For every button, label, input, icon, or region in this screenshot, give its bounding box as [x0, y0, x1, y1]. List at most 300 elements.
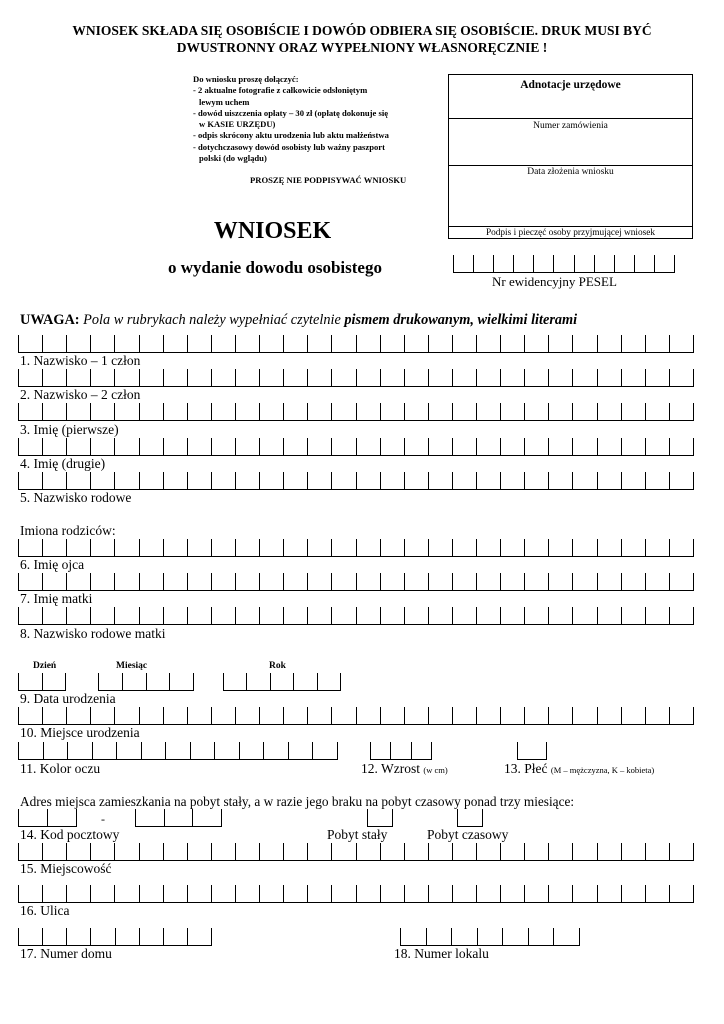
- box-divider: [163, 472, 164, 489]
- box-divider: [66, 539, 67, 556]
- notice-prefix: UWAGA:: [20, 312, 80, 328]
- box-divider: [90, 707, 91, 724]
- pesel-boxes[interactable]: [453, 256, 675, 273]
- box-divider: [18, 809, 19, 826]
- box-divider: [693, 369, 694, 386]
- box-divider: [452, 438, 453, 455]
- box-divider: [190, 742, 191, 759]
- box-divider: [42, 843, 43, 860]
- box-divider: [18, 607, 19, 624]
- box-divider: [476, 539, 477, 556]
- box-divider: [428, 885, 429, 902]
- field-label: 9. Data urodzenia: [20, 691, 116, 706]
- box-divider: [452, 607, 453, 624]
- box-divider: [356, 707, 357, 724]
- box-divider: [597, 573, 598, 590]
- box-divider: [187, 438, 188, 455]
- box-divider: [669, 472, 670, 489]
- office-title: Adnotacje urzędowe: [449, 75, 692, 119]
- first-name-boxes[interactable]: [18, 404, 694, 421]
- submission-date-field[interactable]: Data złożenia wniosku: [449, 166, 692, 227]
- box-divider: [18, 742, 19, 759]
- box-divider: [114, 707, 115, 724]
- postal-code-part2-boxes[interactable]: [135, 810, 222, 827]
- box-divider: [122, 673, 123, 690]
- box-divider: [90, 843, 91, 860]
- box-divider: [380, 843, 381, 860]
- box-divider: [572, 573, 573, 590]
- box-divider: [66, 438, 67, 455]
- box-divider: [548, 573, 549, 590]
- box-divider: [404, 438, 405, 455]
- box-divider: [621, 472, 622, 489]
- box-divider: [90, 573, 91, 590]
- box-divider: [517, 742, 518, 759]
- attachment-item: w KASIE URZĘDU): [199, 119, 276, 130]
- box-divider: [331, 843, 332, 860]
- attachment-item: - dotychczasowy dowód osobisty lub ważny paszport: [193, 141, 385, 152]
- box-divider: [380, 438, 381, 455]
- box-divider: [428, 403, 429, 420]
- box-divider: [548, 885, 549, 902]
- pesel-label: Nr ewidencyjny PESEL: [492, 274, 617, 289]
- box-divider: [404, 403, 405, 420]
- box-divider: [211, 607, 212, 624]
- box-divider: [139, 335, 140, 352]
- box-divider: [259, 573, 260, 590]
- box-divider: [693, 539, 694, 556]
- box-divider: [477, 928, 478, 945]
- box-divider: [211, 928, 212, 945]
- box-divider: [621, 885, 622, 902]
- box-divider: [42, 707, 43, 724]
- box-divider: [404, 607, 405, 624]
- sex-box[interactable]: [517, 743, 547, 760]
- box-divider: [139, 928, 140, 945]
- box-divider: [476, 573, 477, 590]
- office-annotations-box: [448, 74, 693, 239]
- box-divider: [528, 928, 529, 945]
- box-divider: [283, 573, 284, 590]
- day-label: Dzień: [33, 661, 57, 671]
- box-divider: [259, 843, 260, 860]
- box-divider: [187, 335, 188, 352]
- box-divider: [114, 472, 115, 489]
- box-divider: [524, 369, 525, 386]
- box-divider: [524, 472, 525, 489]
- attachment-item: lewym uchem: [199, 96, 250, 107]
- box-divider: [163, 928, 164, 945]
- box-divider: [390, 742, 391, 759]
- box-divider: [431, 742, 432, 759]
- birth-day-boxes[interactable]: [18, 674, 66, 691]
- field-label: 18. Numer lokalu: [394, 946, 489, 961]
- box-divider: [42, 403, 43, 420]
- box-divider: [380, 335, 381, 352]
- box-divider: [66, 403, 67, 420]
- box-divider: [411, 742, 412, 759]
- box-divider: [500, 472, 501, 489]
- box-divider: [42, 335, 43, 352]
- box-divider: [18, 369, 19, 386]
- box-divider: [66, 472, 67, 489]
- box-divider: [548, 335, 549, 352]
- street-boxes[interactable]: [18, 886, 694, 903]
- box-divider: [476, 472, 477, 489]
- box-divider: [502, 928, 503, 945]
- box-divider: [66, 885, 67, 902]
- permanent-residence-box[interactable]: [367, 810, 393, 827]
- box-divider: [259, 472, 260, 489]
- box-divider: [187, 928, 188, 945]
- box-divider: [428, 707, 429, 724]
- box-divider: [307, 843, 308, 860]
- box-divider: [693, 607, 694, 624]
- father-name-boxes[interactable]: [18, 540, 694, 557]
- box-divider: [331, 335, 332, 352]
- sex-label: [504, 761, 654, 777]
- box-divider: [594, 255, 595, 272]
- box-divider: [356, 607, 357, 624]
- box-divider: [187, 573, 188, 590]
- box-divider: [42, 928, 43, 945]
- mother-family-name-boxes[interactable]: [18, 608, 694, 625]
- box-divider: [597, 438, 598, 455]
- box-divider: [533, 255, 534, 272]
- box-divider: [259, 438, 260, 455]
- box-divider: [163, 573, 164, 590]
- box-divider: [493, 255, 494, 272]
- box-divider: [331, 573, 332, 590]
- box-divider: [426, 928, 427, 945]
- height-label: [361, 761, 448, 777]
- box-divider: [669, 573, 670, 590]
- box-divider: [404, 843, 405, 860]
- box-divider: [169, 673, 170, 690]
- box-divider: [524, 539, 525, 556]
- notice-emphasis: pismem drukowanym, wielkimi literami: [344, 312, 578, 328]
- apartment-number-boxes[interactable]: [400, 929, 580, 946]
- box-divider: [645, 843, 646, 860]
- box-divider: [476, 335, 477, 352]
- box-divider: [164, 809, 165, 826]
- field-label: 8. Nazwisko rodowe matki: [20, 626, 166, 641]
- box-divider: [597, 607, 598, 624]
- box-divider: [428, 335, 429, 352]
- box-divider: [621, 403, 622, 420]
- box-divider: [548, 707, 549, 724]
- box-divider: [693, 403, 694, 420]
- form-title: WNIOSEK: [213, 218, 332, 244]
- box-divider: [293, 673, 294, 690]
- box-divider: [66, 707, 67, 724]
- box-divider: [283, 403, 284, 420]
- box-divider: [669, 539, 670, 556]
- box-divider: [500, 843, 501, 860]
- attachments-list: [193, 74, 438, 164]
- box-divider: [235, 403, 236, 420]
- box-divider: [337, 742, 338, 759]
- box-divider: [645, 885, 646, 902]
- box-divider: [524, 335, 525, 352]
- box-divider: [548, 843, 549, 860]
- box-divider: [331, 369, 332, 386]
- box-divider: [400, 928, 401, 945]
- birth-month-boxes[interactable]: [98, 674, 194, 691]
- field-label: 6. Imię ojca: [20, 557, 85, 572]
- box-divider: [476, 707, 477, 724]
- box-divider: [597, 885, 598, 902]
- box-divider: [66, 335, 67, 352]
- box-divider: [597, 403, 598, 420]
- box-divider: [139, 573, 140, 590]
- box-divider: [572, 607, 573, 624]
- box-divider: [331, 607, 332, 624]
- box-divider: [139, 539, 140, 556]
- box-divider: [380, 573, 381, 590]
- box-divider: [476, 607, 477, 624]
- box-divider: [163, 335, 164, 352]
- box-divider: [524, 707, 525, 724]
- box-divider: [669, 403, 670, 420]
- box-divider: [572, 369, 573, 386]
- box-divider: [524, 403, 525, 420]
- box-divider: [187, 607, 188, 624]
- box-divider: [380, 472, 381, 489]
- box-divider: [312, 742, 313, 759]
- box-divider: [187, 707, 188, 724]
- box-divider: [90, 607, 91, 624]
- box-divider: [548, 403, 549, 420]
- box-divider: [500, 335, 501, 352]
- box-divider: [259, 335, 260, 352]
- box-divider: [645, 539, 646, 556]
- box-divider: [263, 742, 264, 759]
- box-divider: [114, 369, 115, 386]
- box-divider: [621, 539, 622, 556]
- box-divider: [428, 369, 429, 386]
- box-divider: [645, 607, 646, 624]
- box-divider: [193, 673, 194, 690]
- order-number-field[interactable]: Numer zamówienia: [449, 119, 692, 166]
- permanent-residence-label: Pobyt stały: [327, 827, 388, 842]
- field-label: 14. Kod pocztowy: [20, 827, 120, 842]
- box-divider: [356, 438, 357, 455]
- box-divider: [356, 335, 357, 352]
- box-divider: [259, 539, 260, 556]
- box-divider: [259, 369, 260, 386]
- box-divider: [380, 707, 381, 724]
- box-divider: [669, 438, 670, 455]
- box-divider: [621, 573, 622, 590]
- box-divider: [259, 707, 260, 724]
- box-divider: [331, 707, 332, 724]
- box-divider: [572, 885, 573, 902]
- box-divider: [283, 843, 284, 860]
- box-divider: [66, 607, 67, 624]
- box-divider: [307, 403, 308, 420]
- box-divider: [98, 673, 99, 690]
- box-divider: [473, 255, 474, 272]
- box-divider: [331, 472, 332, 489]
- box-divider: [307, 539, 308, 556]
- box-divider: [114, 843, 115, 860]
- box-divider: [500, 369, 501, 386]
- notice-text: Pola w rubrykach należy wypełniać czytelnie: [79, 312, 345, 328]
- box-divider: [453, 255, 454, 272]
- postal-code-dash: -: [101, 812, 105, 826]
- box-divider: [18, 707, 19, 724]
- box-divider: [574, 255, 575, 272]
- box-divider: [259, 885, 260, 902]
- box-divider: [146, 673, 147, 690]
- box-divider: [693, 472, 694, 489]
- box-divider: [356, 403, 357, 420]
- box-divider: [283, 885, 284, 902]
- box-divider: [572, 472, 573, 489]
- attachment-item: - dowód uiszczenia opłaty – 30 zł (opłatę dokonuje się: [193, 107, 389, 118]
- box-divider: [428, 843, 429, 860]
- form-header: [20, 22, 704, 56]
- box-divider: [548, 607, 549, 624]
- box-divider: [380, 607, 381, 624]
- box-divider: [356, 573, 357, 590]
- box-divider: [163, 707, 164, 724]
- form-subtitle: o wydanie dowodu osobistego: [168, 258, 382, 277]
- box-divider: [42, 573, 43, 590]
- box-divider: [428, 607, 429, 624]
- box-divider: [235, 573, 236, 590]
- address-heading: Adres miejsca zamieszkania na pobyt stały, a w razie jego braku na pobyt czasowy ponad trzy miesiące:: [20, 794, 575, 809]
- locality-boxes[interactable]: [18, 844, 694, 861]
- height-boxes[interactable]: [370, 743, 432, 760]
- box-divider: [211, 472, 212, 489]
- box-divider: [187, 369, 188, 386]
- box-divider: [163, 369, 164, 386]
- box-divider: [76, 809, 77, 826]
- box-divider: [331, 885, 332, 902]
- box-divider: [67, 742, 68, 759]
- attachment-item: polski (do wglądu): [199, 153, 267, 164]
- postal-code-part1-boxes[interactable]: [18, 810, 77, 827]
- box-divider: [404, 472, 405, 489]
- box-divider: [500, 607, 501, 624]
- box-divider: [572, 843, 573, 860]
- box-divider: [621, 607, 622, 624]
- box-divider: [283, 335, 284, 352]
- box-divider: [356, 472, 357, 489]
- field-label: 1. Nazwisko – 1 człon: [20, 353, 141, 368]
- birth-year-boxes[interactable]: [223, 674, 341, 691]
- surname-part2-boxes[interactable]: [18, 370, 694, 387]
- box-divider: [693, 438, 694, 455]
- box-divider: [114, 438, 115, 455]
- box-divider: [500, 885, 501, 902]
- box-divider: [548, 539, 549, 556]
- mother-name-boxes[interactable]: [18, 574, 694, 591]
- box-divider: [452, 369, 453, 386]
- box-divider: [307, 335, 308, 352]
- box-divider: [163, 403, 164, 420]
- box-divider: [380, 539, 381, 556]
- surname-part1-boxes[interactable]: [18, 336, 694, 353]
- box-divider: [669, 707, 670, 724]
- box-divider: [139, 369, 140, 386]
- box-divider: [235, 539, 236, 556]
- box-divider: [139, 438, 140, 455]
- field-label: 7. Imię matki: [20, 591, 93, 606]
- birth-place-boxes[interactable]: [18, 708, 694, 725]
- box-divider: [645, 369, 646, 386]
- box-divider: [283, 438, 284, 455]
- box-divider: [211, 403, 212, 420]
- box-divider: [283, 607, 284, 624]
- box-divider: [553, 255, 554, 272]
- box-divider: [90, 403, 91, 420]
- box-divider: [546, 742, 547, 759]
- box-divider: [139, 707, 140, 724]
- family-name-boxes[interactable]: [18, 473, 694, 490]
- box-divider: [288, 742, 289, 759]
- box-divider: [500, 573, 501, 590]
- box-divider: [579, 928, 580, 945]
- box-divider: [66, 369, 67, 386]
- box-divider: [597, 707, 598, 724]
- box-divider: [645, 335, 646, 352]
- box-divider: [428, 438, 429, 455]
- box-divider: [163, 843, 164, 860]
- box-divider: [548, 472, 549, 489]
- field-label: 3. Imię (pierwsze): [20, 422, 119, 437]
- box-divider: [235, 843, 236, 860]
- box-divider: [380, 403, 381, 420]
- box-divider: [259, 607, 260, 624]
- temporary-residence-box[interactable]: [457, 810, 483, 827]
- field-label: 15. Miejscowość: [20, 861, 112, 876]
- box-divider: [270, 673, 271, 690]
- second-name-boxes[interactable]: [18, 439, 694, 456]
- box-divider: [674, 255, 675, 272]
- box-divider: [235, 472, 236, 489]
- house-number-boxes[interactable]: [18, 929, 212, 946]
- box-divider: [239, 742, 240, 759]
- eye-color-boxes[interactable]: [18, 743, 338, 760]
- box-divider: [18, 928, 19, 945]
- box-divider: [116, 742, 117, 759]
- box-divider: [307, 369, 308, 386]
- box-divider: [90, 928, 91, 945]
- box-divider: [135, 809, 136, 826]
- no-sign-notice: PROSZĘ NIE PODPISYWAĆ WNIOSKU: [250, 175, 407, 185]
- box-divider: [621, 707, 622, 724]
- box-divider: [187, 403, 188, 420]
- box-divider: [66, 573, 67, 590]
- box-divider: [139, 472, 140, 489]
- field-label: 12. Wzrost: [361, 761, 420, 776]
- box-divider: [90, 539, 91, 556]
- temporary-residence-label: Pobyt czasowy: [427, 827, 509, 842]
- box-divider: [645, 573, 646, 590]
- box-divider: [669, 843, 670, 860]
- box-divider: [307, 607, 308, 624]
- box-divider: [283, 707, 284, 724]
- field-label: 13. Płeć: [504, 761, 548, 776]
- box-divider: [524, 607, 525, 624]
- box-divider: [404, 707, 405, 724]
- box-divider: [187, 843, 188, 860]
- box-divider: [392, 809, 393, 826]
- box-divider: [404, 885, 405, 902]
